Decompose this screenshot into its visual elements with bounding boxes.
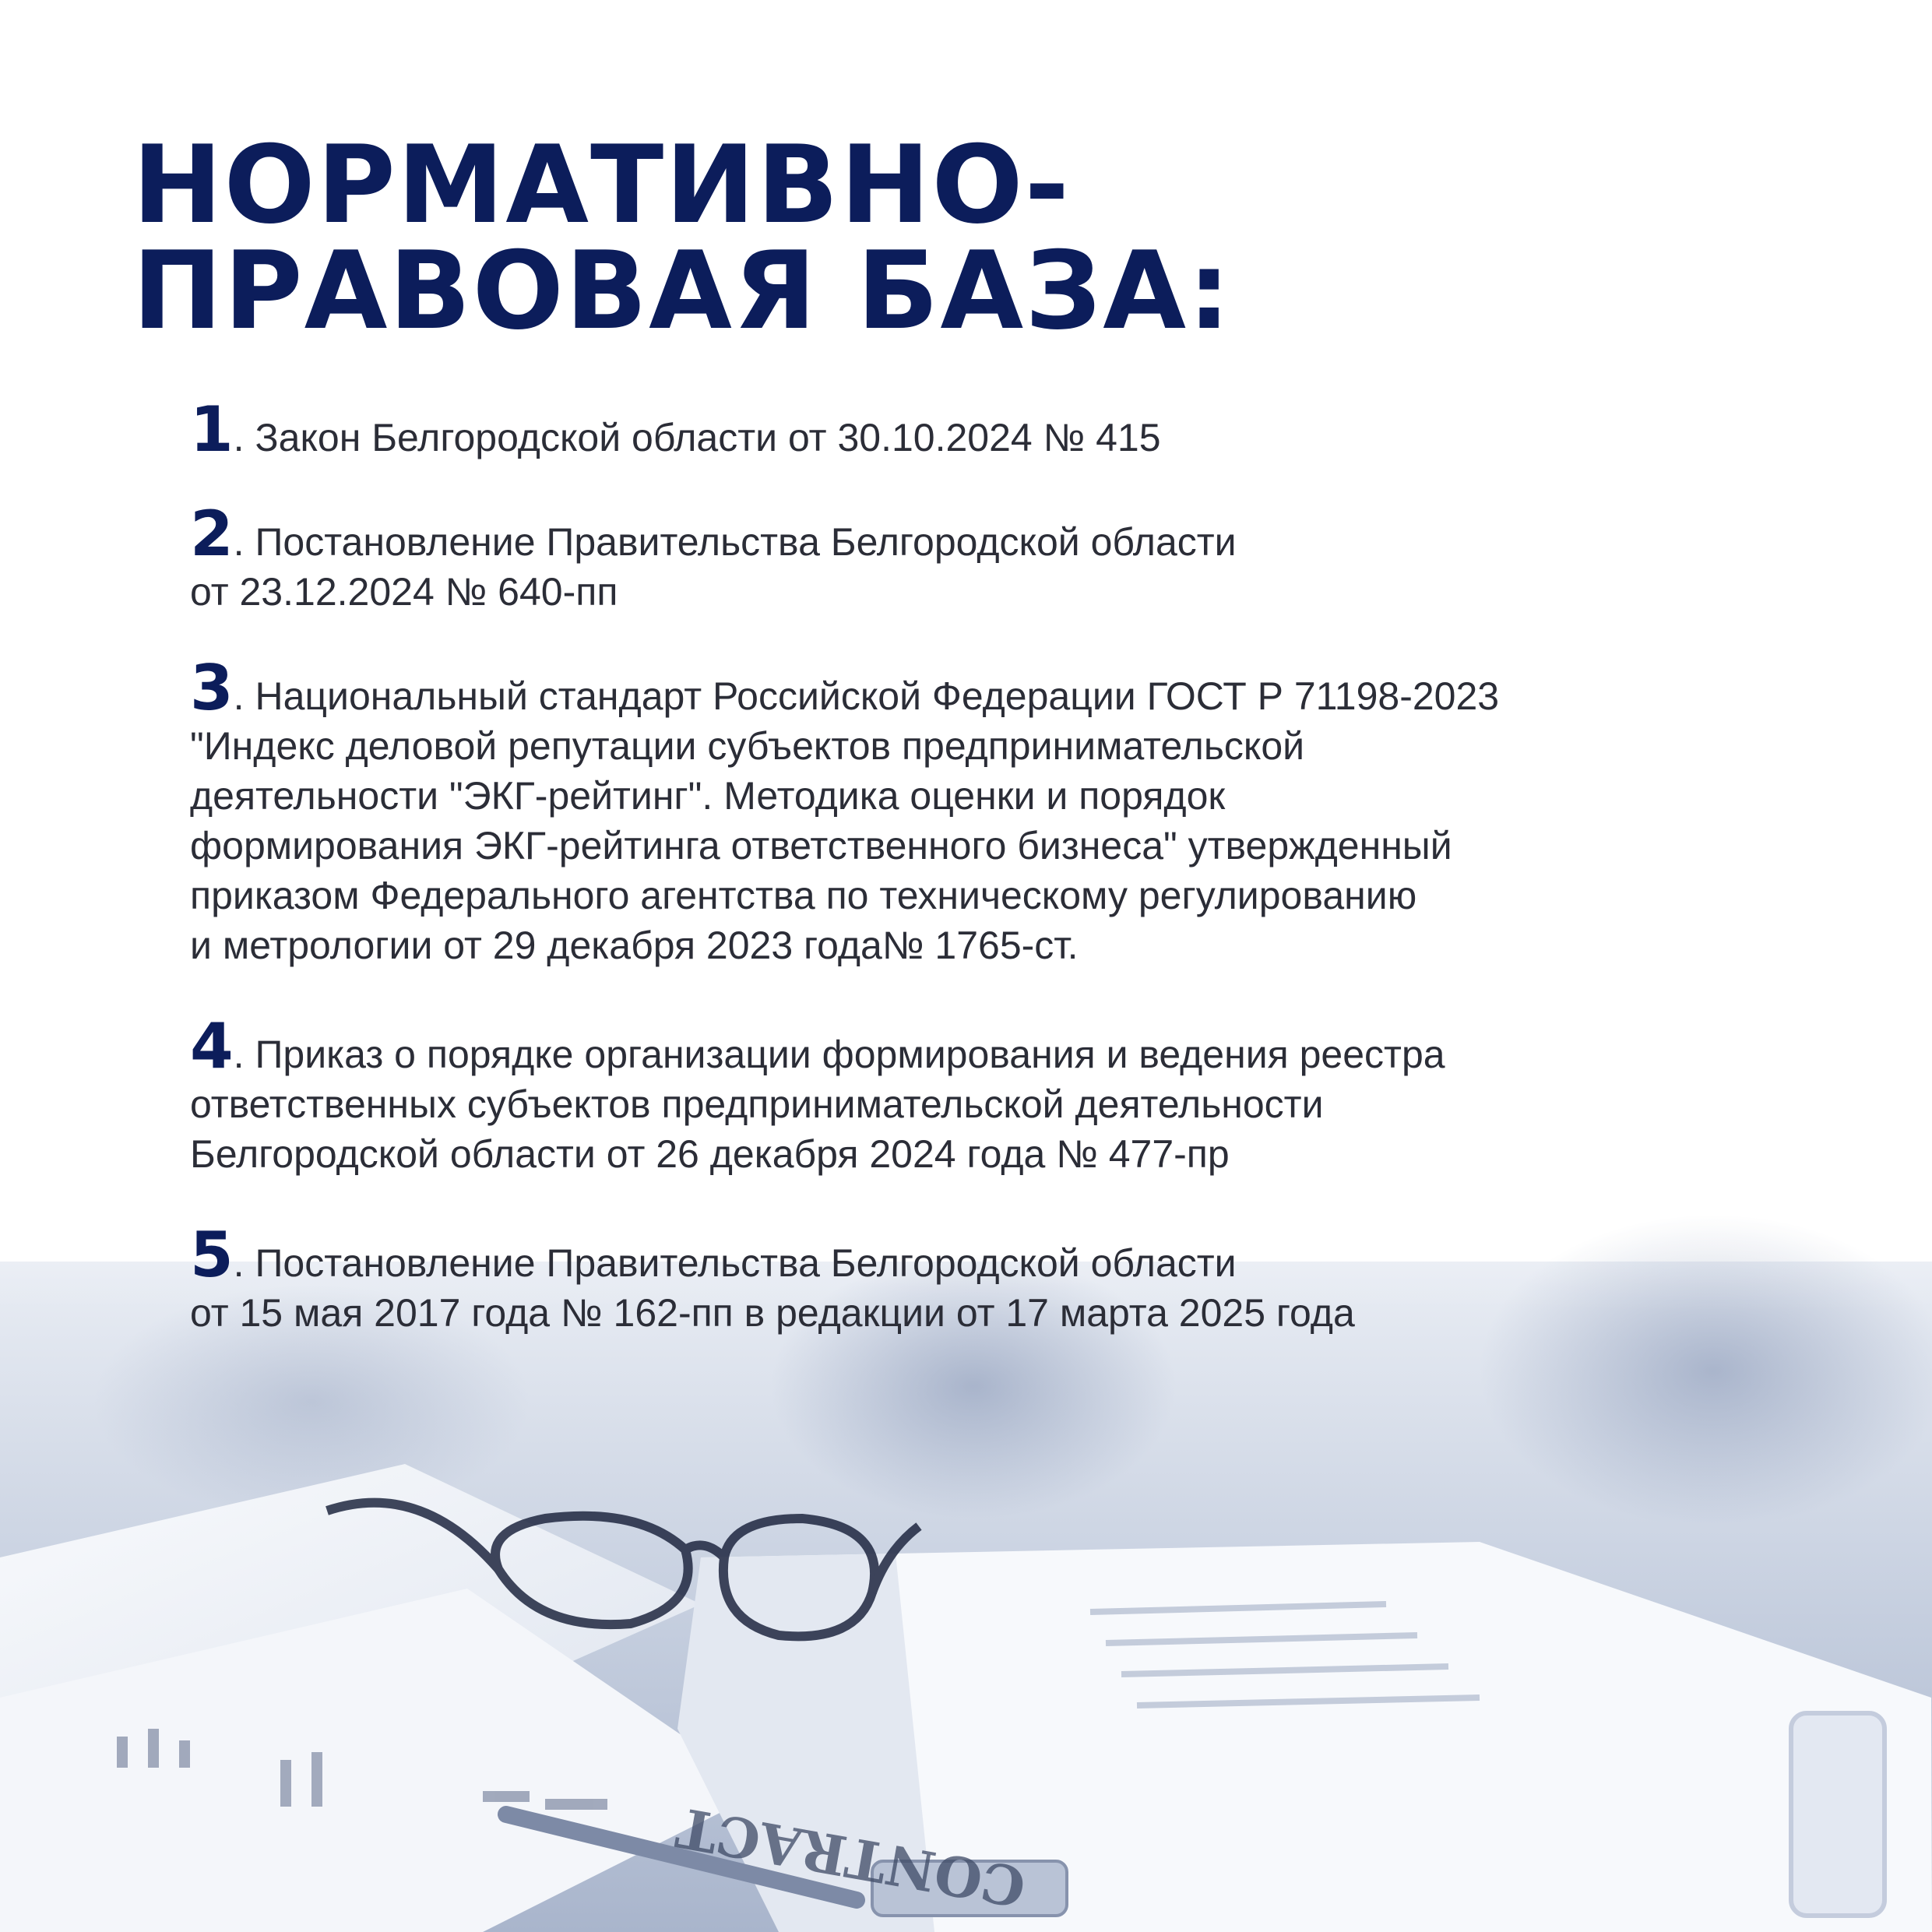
item-number: 3 bbox=[190, 652, 234, 724]
list-item bbox=[190, 1010, 1779, 1179]
item-number: 5 bbox=[190, 1219, 234, 1291]
list-item bbox=[190, 393, 1779, 466]
item-text: . Национальный стандарт Российской Федерации ГОСТ Р 71198-2023 "Индекс деловой репутации субъектов предпринимательской деятельности "ЭКГ-рейтинг". Методика оценки и порядок формирования ЭКГ-рейтинга ответственного бизнеса" утвержденный приказом Федерального агентства по техническому регулированию и метрологии от 29 декабря 2023 года№ 1765-ст. bbox=[190, 674, 1500, 967]
item-text: . Приказ о порядке организации формирования и ведения реестра ответственных субъектов предпринимательской деятельности Белгородской области от 26 декабря 2024 года № 477-пр bbox=[190, 1033, 1445, 1176]
item-number: 2 bbox=[190, 498, 234, 570]
item-text: . Постановление Правительства Белгородской области от 23.12.2024 № 640-пп bbox=[190, 520, 1237, 614]
item-text: . Закон Белгородской области от 30.10.2024 № 415 bbox=[233, 416, 1161, 459]
list-item bbox=[190, 1219, 1779, 1338]
item-number: 1 bbox=[190, 393, 234, 466]
list-item bbox=[190, 498, 1779, 617]
page-title bbox=[132, 122, 1233, 354]
legal-acts-list bbox=[190, 393, 1779, 1338]
item-text: . Постановление Правительства Белгородской области от 15 мая 2017 года № 162-пп в редакции от 17 марта 2025 года bbox=[190, 1241, 1355, 1335]
list-item bbox=[190, 652, 1779, 970]
title-line-1: НОРМАТИВНО- bbox=[132, 122, 1071, 248]
item-number: 4 bbox=[190, 1010, 234, 1082]
title-line-2: ПРАВОВАЯ БАЗА: bbox=[132, 228, 1233, 354]
